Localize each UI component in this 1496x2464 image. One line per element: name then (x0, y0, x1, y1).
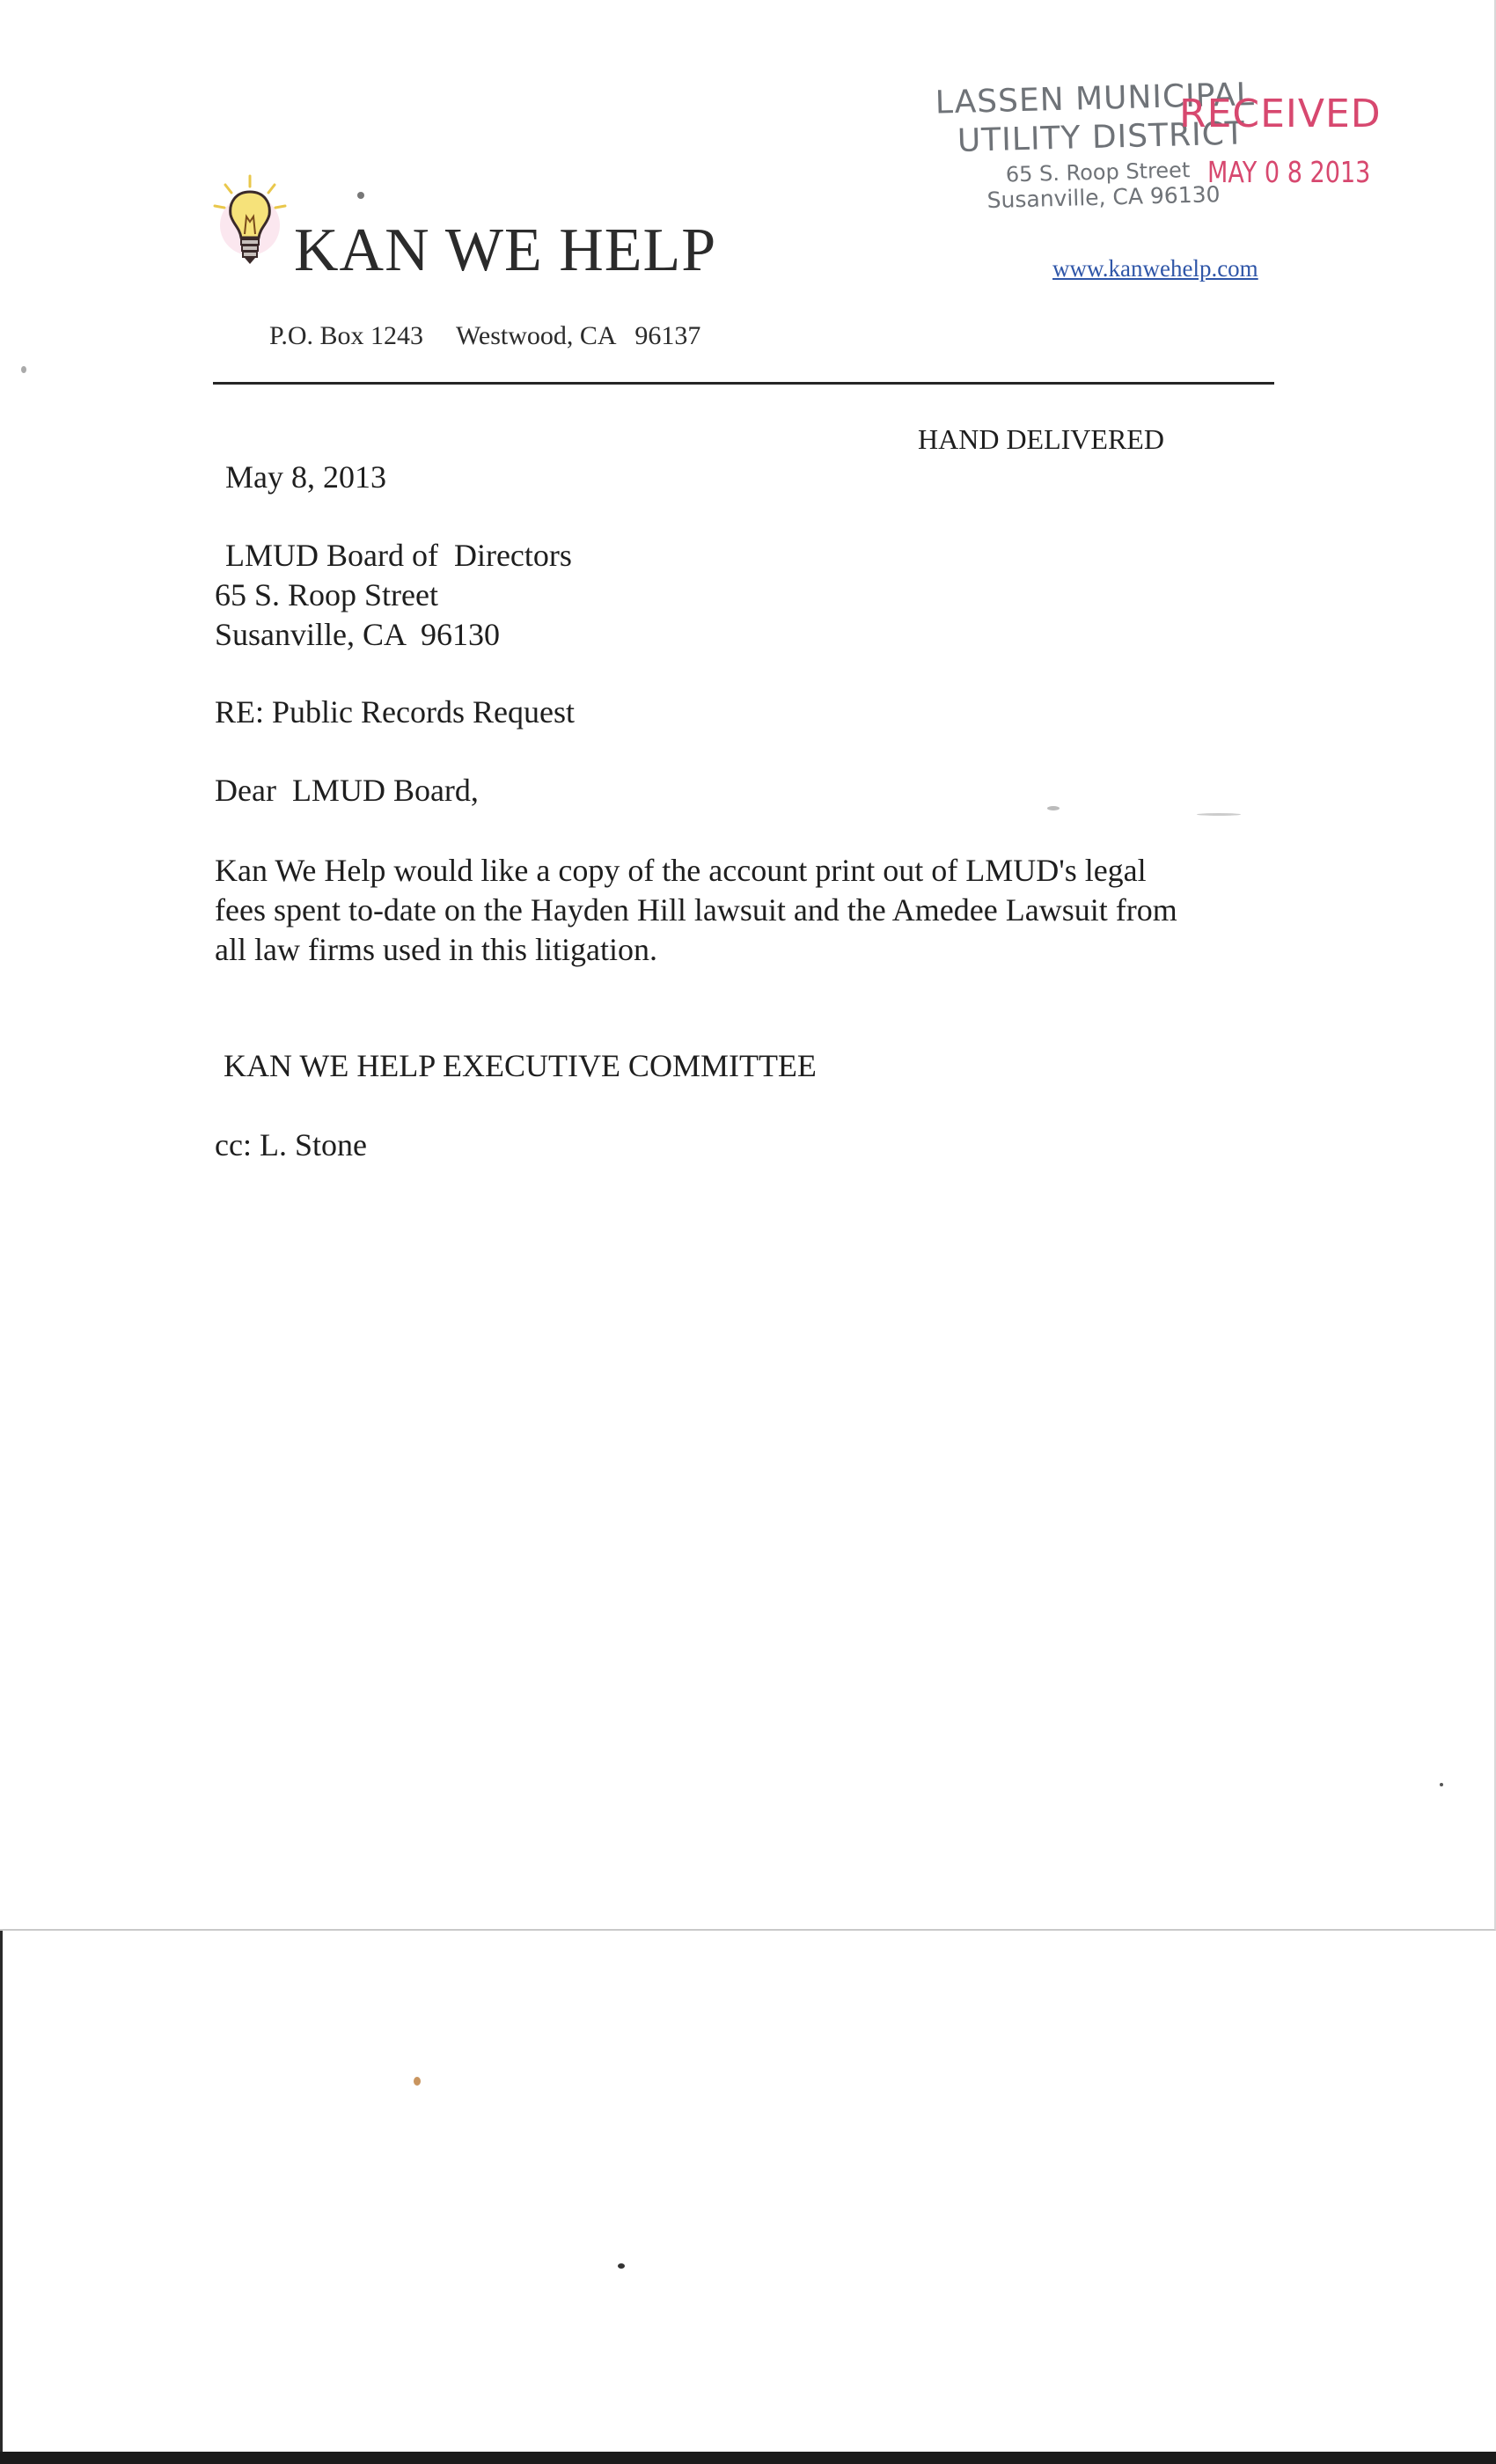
salutation: Dear LMUD Board, (215, 773, 479, 808)
letterhead-divider (213, 382, 1274, 385)
scanner-bottom-edge (0, 2452, 1496, 2464)
organization-name: KAN WE HELP (294, 216, 717, 284)
scan-speck (414, 2077, 421, 2086)
body-line: fees spent to-date on the Hayden Hill lawsuit and the Amedee Lawsuit from (215, 892, 1177, 928)
district-stamp-line2: UTILITY DISTRICT (957, 115, 1246, 159)
body-line: all law firms used in this litigation. (215, 932, 657, 967)
recipient-line3: Susanville, CA 96130 (215, 617, 501, 652)
subject-line: RE: Public Records Request (215, 694, 575, 730)
organization-address: P.O. Box 1243 Westwood, CA 96137 (269, 321, 701, 350)
delivery-note: HAND DELIVERED (918, 423, 1164, 455)
scanner-bed-area (0, 1931, 1496, 2453)
body-line: Kan We Help would like a copy of the account print out of LMUD's legal (215, 853, 1147, 888)
scanner-edge (0, 1931, 3, 2453)
scan-speck (618, 2263, 625, 2269)
received-stamp-date: MAY 0 8 2013 (1207, 155, 1371, 189)
district-stamp-line4: Susanville, CA 96130 (986, 181, 1221, 214)
cc-line: cc: L. Stone (215, 1127, 367, 1162)
received-stamp (1179, 92, 1390, 197)
scan-speck (1047, 806, 1060, 810)
district-stamp-line3: 65 S. Roop Street (1005, 158, 1191, 187)
scan-speck (1440, 1783, 1443, 1786)
lightbulb-icon (209, 172, 289, 278)
signature: KAN WE HELP EXECUTIVE COMMITTEE (224, 1048, 817, 1083)
received-stamp-label: RECEIVED (1179, 92, 1382, 136)
district-stamp-line1: LASSEN MUNICIPAL (935, 77, 1256, 121)
recipient-line1: LMUD Board of Directors (225, 538, 572, 573)
scan-speck (1197, 813, 1241, 816)
website-link[interactable]: www.kanwehelp.com (1052, 255, 1258, 282)
scan-speck (357, 192, 364, 199)
letter-date: May 8, 2013 (225, 459, 386, 495)
recipient-line2: 65 S. Roop Street (215, 577, 439, 612)
letter-body (215, 851, 1297, 970)
scan-speck (21, 366, 26, 373)
